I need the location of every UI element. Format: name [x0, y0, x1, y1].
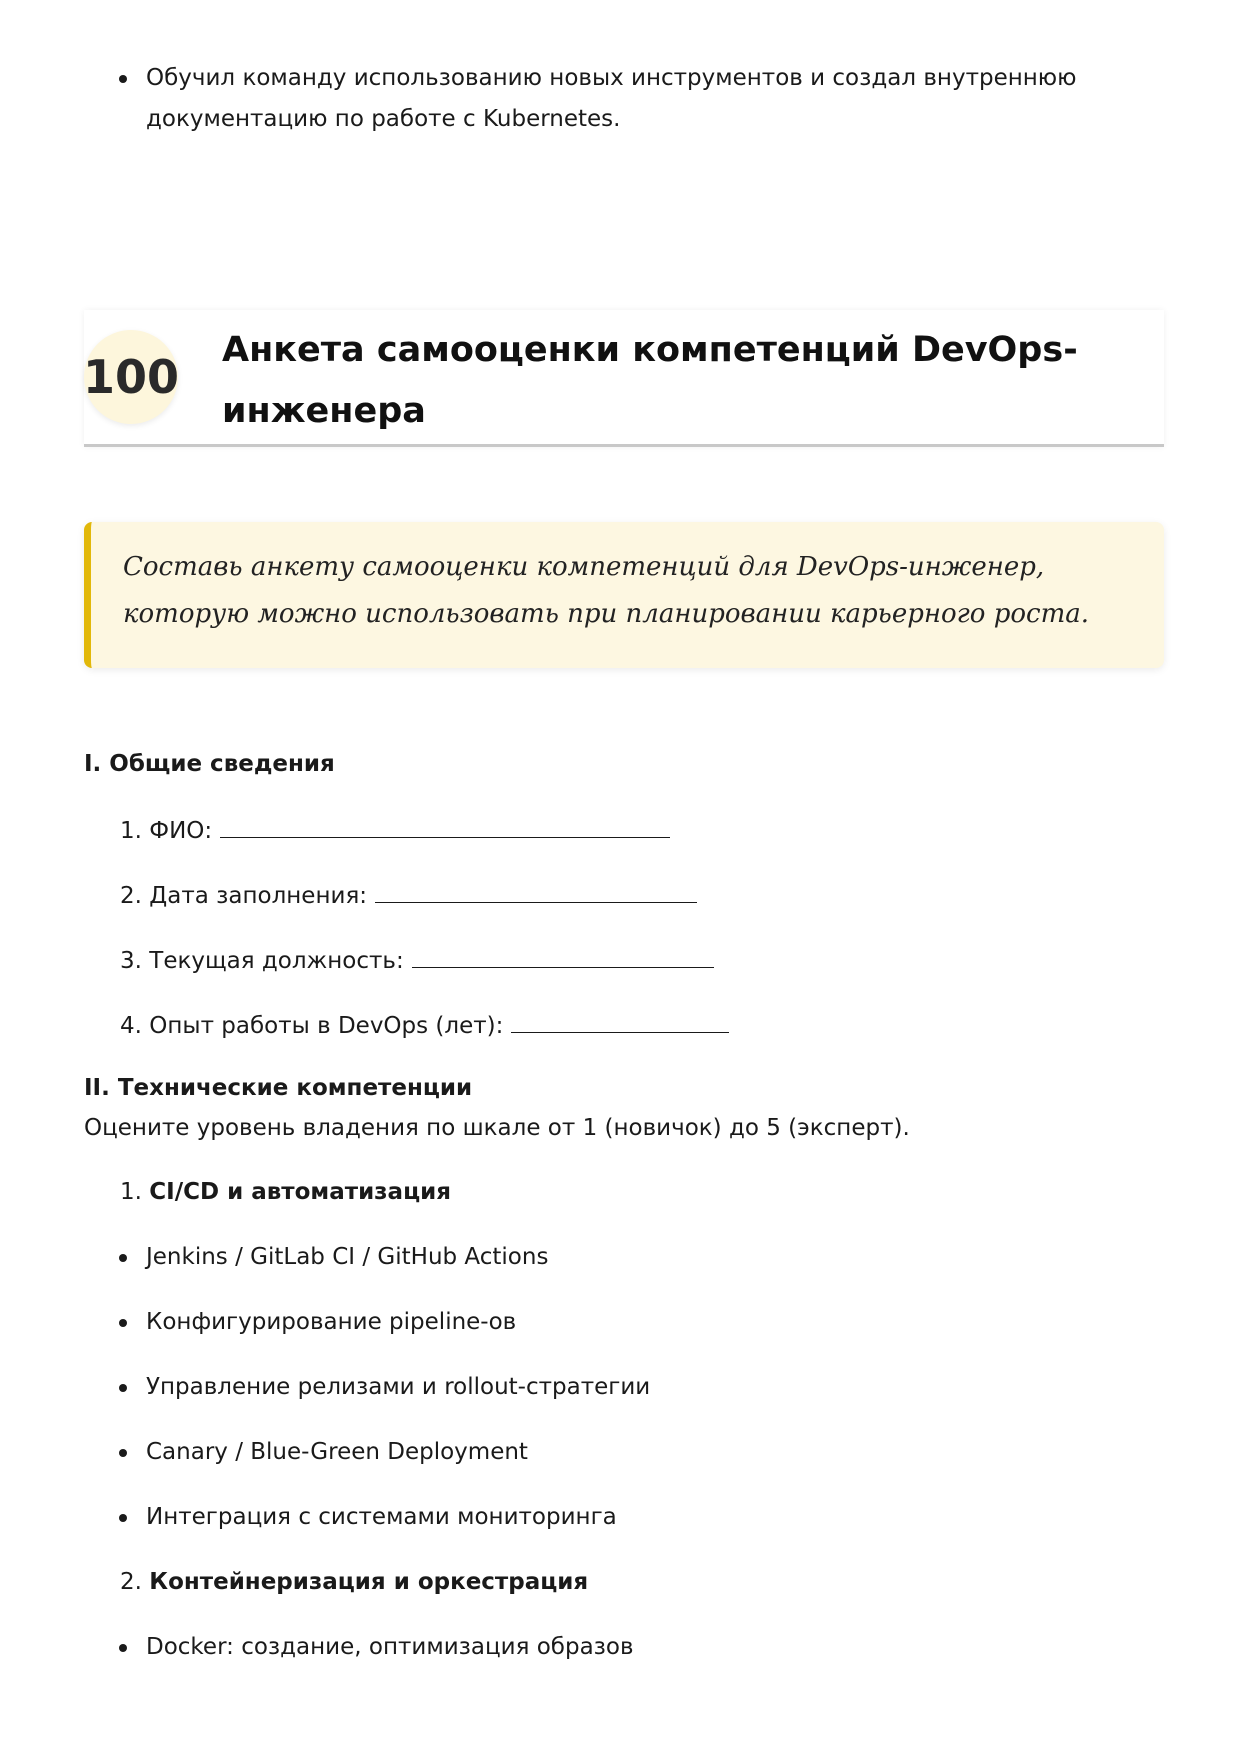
bullet-icon [119, 1384, 127, 1392]
form-field-date [120, 878, 697, 912]
list-item [84, 1631, 634, 1663]
competency-group-title [120, 1176, 451, 1208]
group-title: CI/CD и автоматизация [149, 1179, 451, 1205]
bullet-icon [119, 75, 127, 83]
form-field-position [120, 943, 714, 977]
list-item-text: Canary / Blue-Green Deployment [146, 1439, 528, 1465]
field-number: 4. [120, 1013, 142, 1039]
field-number: 2. [120, 883, 142, 909]
list-item-text: Jenkins / GitLab CI / GitHub Actions [146, 1244, 549, 1270]
fill-in-line[interactable] [220, 813, 670, 838]
fill-in-line[interactable] [412, 943, 714, 968]
intro-bullet-list [84, 58, 1164, 140]
form-field-fio [120, 813, 670, 847]
general-info-heading: I. Общие сведения [84, 751, 335, 777]
section-number-badge: 100 [84, 330, 178, 424]
list-item [84, 1241, 548, 1273]
list-item [84, 1436, 528, 1468]
bullet-icon [119, 1514, 127, 1522]
fill-in-line[interactable] [511, 1008, 729, 1033]
bullet-icon [119, 1449, 127, 1457]
field-label: Дата заполнения: [149, 883, 368, 909]
bullet-icon [119, 1644, 127, 1652]
bullet-icon [119, 1254, 127, 1262]
field-label: Текущая должность: [149, 948, 404, 974]
field-number: 3. [120, 948, 142, 974]
technical-instruction: Оцените уровень владения по шкале от 1 (новичок) до 5 (эксперт). [84, 1115, 910, 1141]
prompt-callout [84, 522, 1164, 668]
list-item-text: Конфигурирование pipeline-ов [146, 1309, 517, 1335]
list-item-text: Docker: создание, оптимизация образов [146, 1634, 634, 1660]
technical-heading: II. Технические компетенции [84, 1075, 473, 1101]
list-item [84, 1371, 650, 1403]
list-item-text: Управление релизами и rollout-стратегии [146, 1374, 651, 1400]
fill-in-line[interactable] [375, 878, 697, 903]
list-item [84, 1306, 516, 1338]
list-item [84, 58, 1164, 140]
list-item [84, 1501, 617, 1533]
field-label: ФИО: [149, 818, 213, 844]
competency-group-title [120, 1566, 588, 1598]
group-title: Контейнеризация и оркестрация [149, 1569, 589, 1595]
group-number: 2. [120, 1569, 142, 1595]
group-number: 1. [120, 1179, 142, 1205]
list-item-text: Обучил команду использованию новых инструментов и создал внутреннюю документацию по работе с Kubernetes. [146, 65, 1077, 132]
list-item-text: Интеграция с системами мониторинга [146, 1504, 617, 1530]
field-label: Опыт работы в DevOps (лет): [149, 1013, 504, 1039]
section-title: Анкета самооценки компетенций DevOps-инженера [222, 330, 1078, 431]
form-field-experience [120, 1008, 729, 1042]
prompt-text: Составь анкету самооценки компетенций для DevOps-инженер, которую можно использовать при планировании карьерного роста. [123, 552, 1089, 629]
section-header [84, 310, 1164, 447]
bullet-icon [119, 1319, 127, 1327]
field-number: 1. [120, 818, 142, 844]
